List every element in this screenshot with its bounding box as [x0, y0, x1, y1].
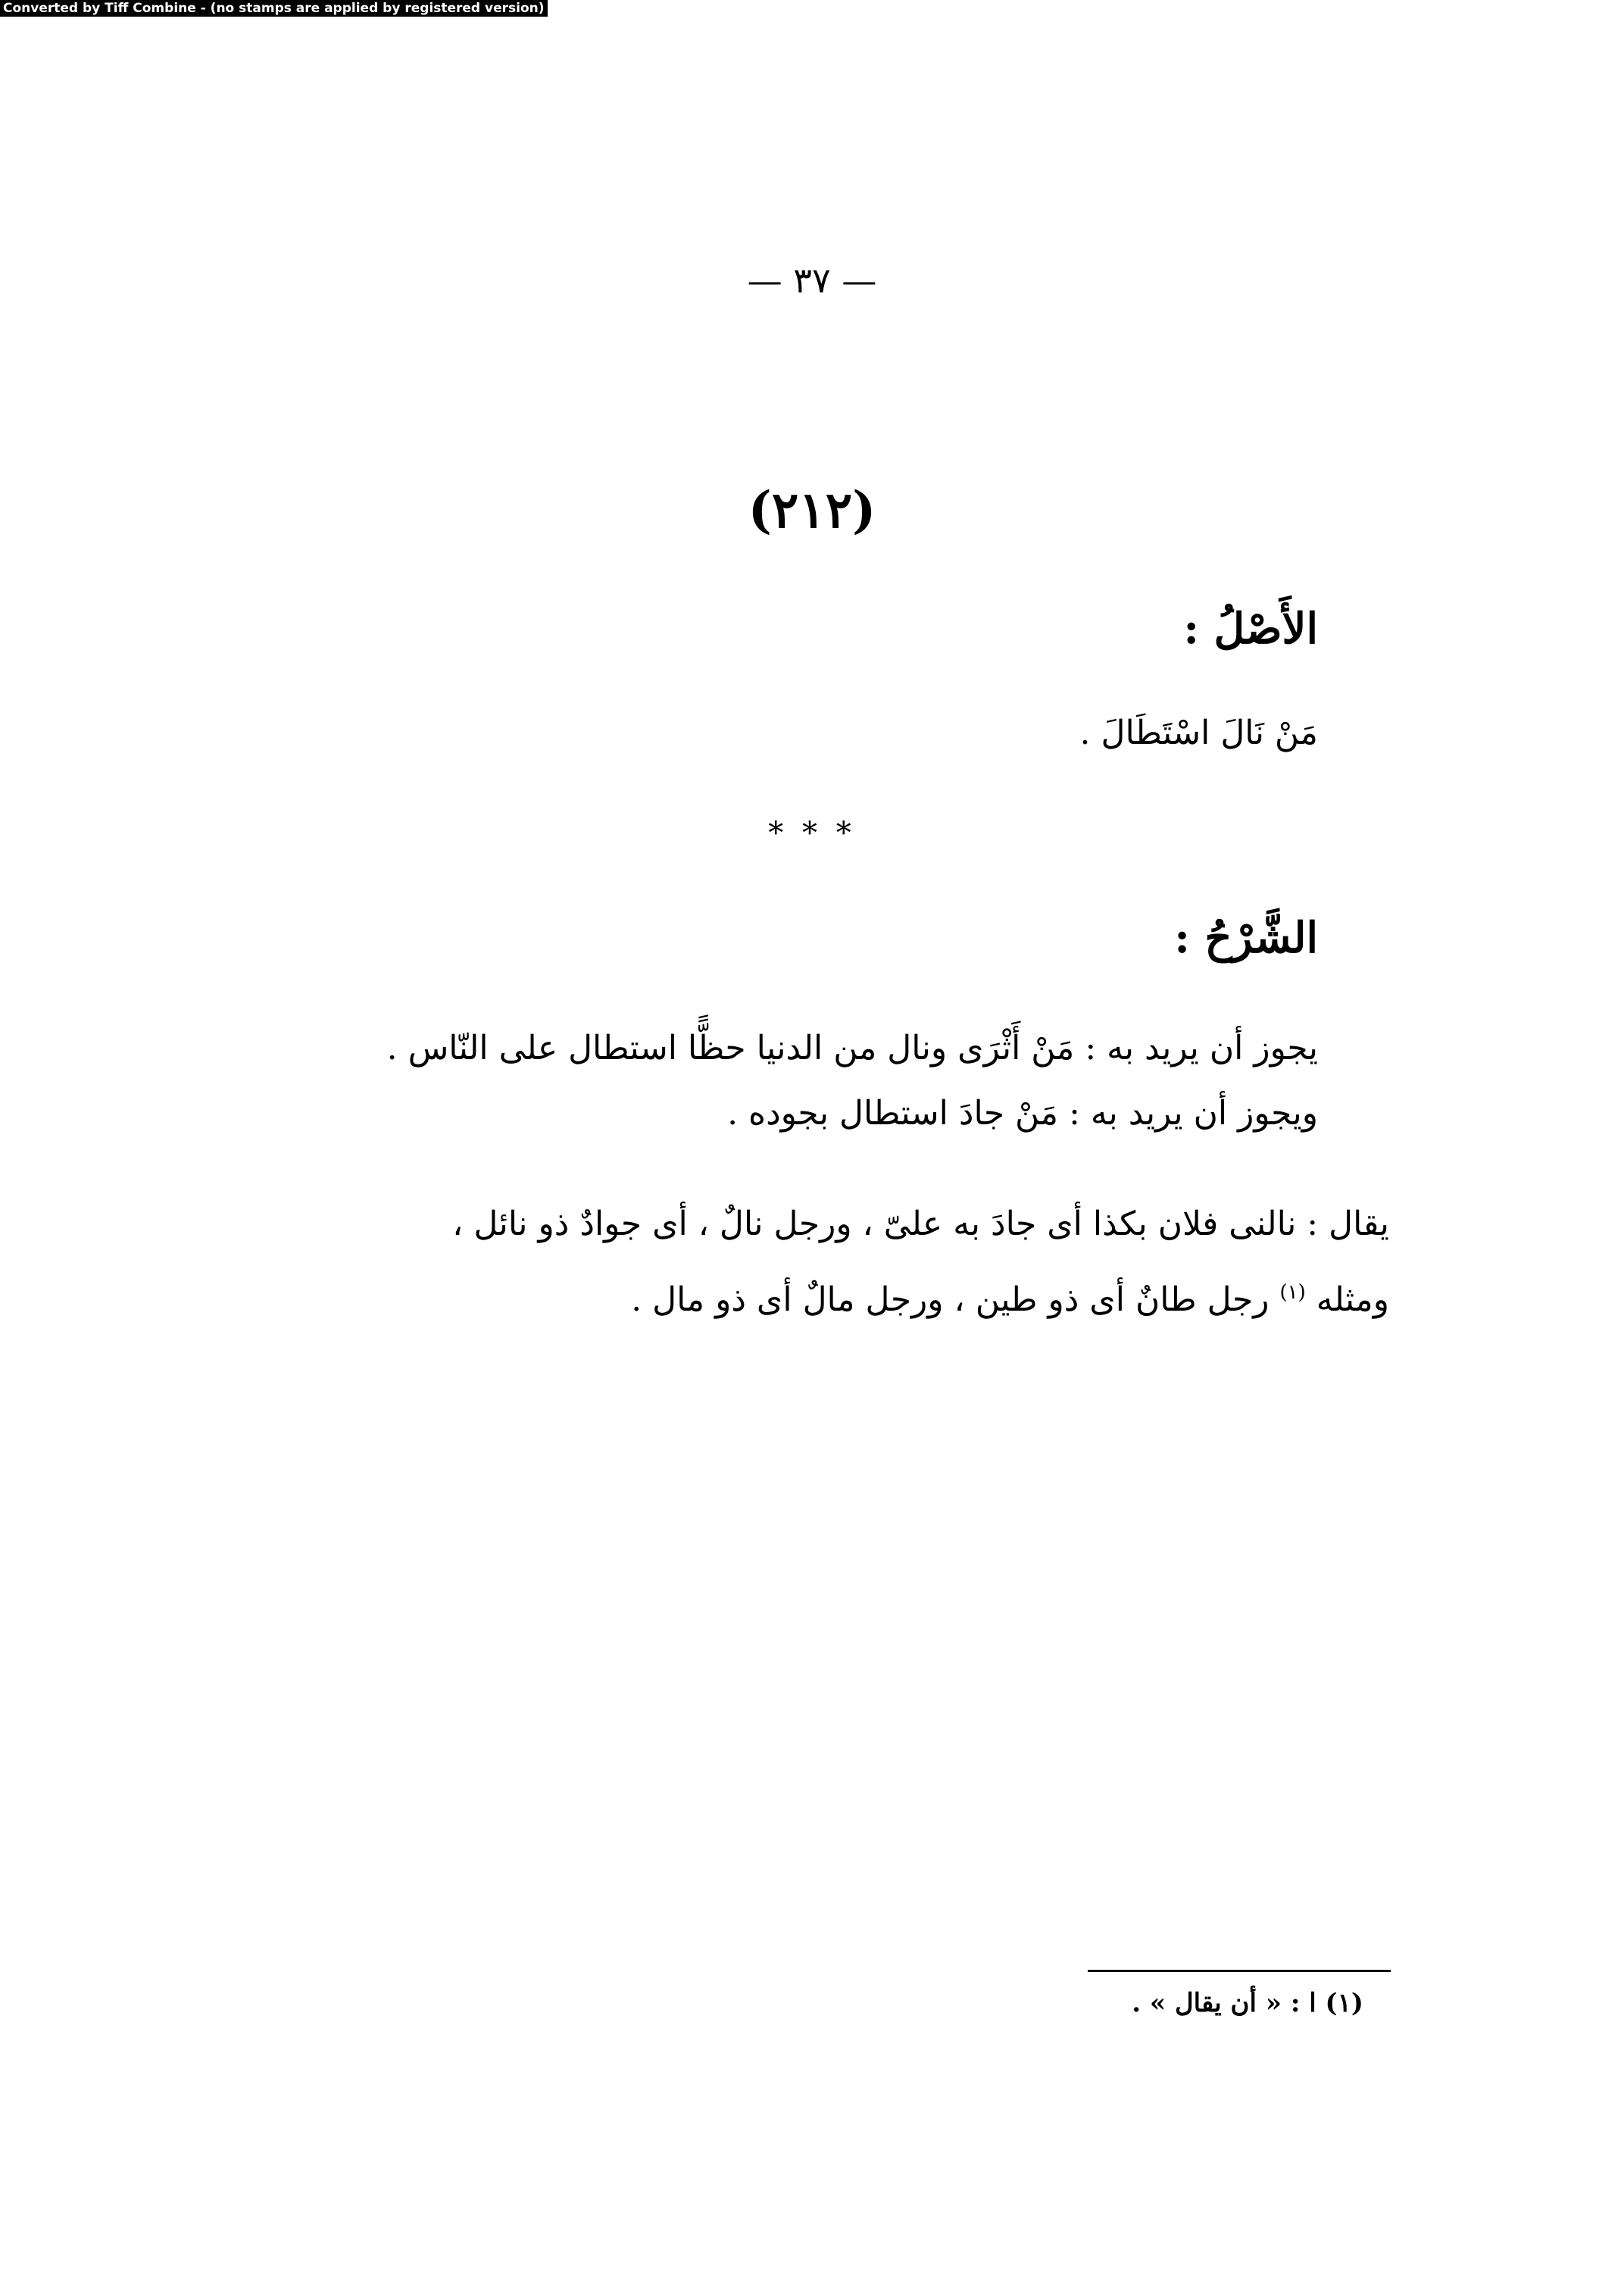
sharh-line-1: يجوز أن يريد به : مَنْ أَثْرَى ونال من الدنيا حظًّا استطال على النّاس . [386, 1029, 1318, 1067]
sharh-line-3: يقال : نالنى فلان بكذا أى جادَ به علىّ ، ورجل نالٌ ، أى جوادٌ ذو نائل ، [452, 1205, 1389, 1243]
sharh-line-2: ويجوز أن يريد به : مَنْ جادَ استطال بجوده . [727, 1094, 1318, 1133]
asl-text: مَنْ نَالَ اسْتَطَالَ . [1079, 714, 1318, 752]
footnote-divider [1088, 1970, 1391, 1972]
footnote: (١) ا : « أن يقال » . [1132, 1988, 1363, 2018]
asl-heading: الأَصْلُ : [1183, 604, 1318, 654]
sharh-heading: الشَّرْحُ : [1174, 913, 1318, 963]
entry-number: (٢١٢) [748, 480, 876, 539]
page-number: — ٣٧ — [747, 260, 877, 301]
converter-banner: Converted by Tiff Combine - (no stamps are applied by registered version) [0, 0, 548, 17]
section-separator: * * * [768, 816, 856, 851]
sharh-line-4-end: رجل طانٌ أى ذو طين ، ورجل مالٌ أى ذو مال . [631, 1280, 1270, 1319]
footnote-reference: (١) [1279, 1281, 1306, 1304]
sharh-line-4-start: ومثله [1316, 1280, 1389, 1319]
sharh-line-4 [631, 1276, 1389, 1324]
